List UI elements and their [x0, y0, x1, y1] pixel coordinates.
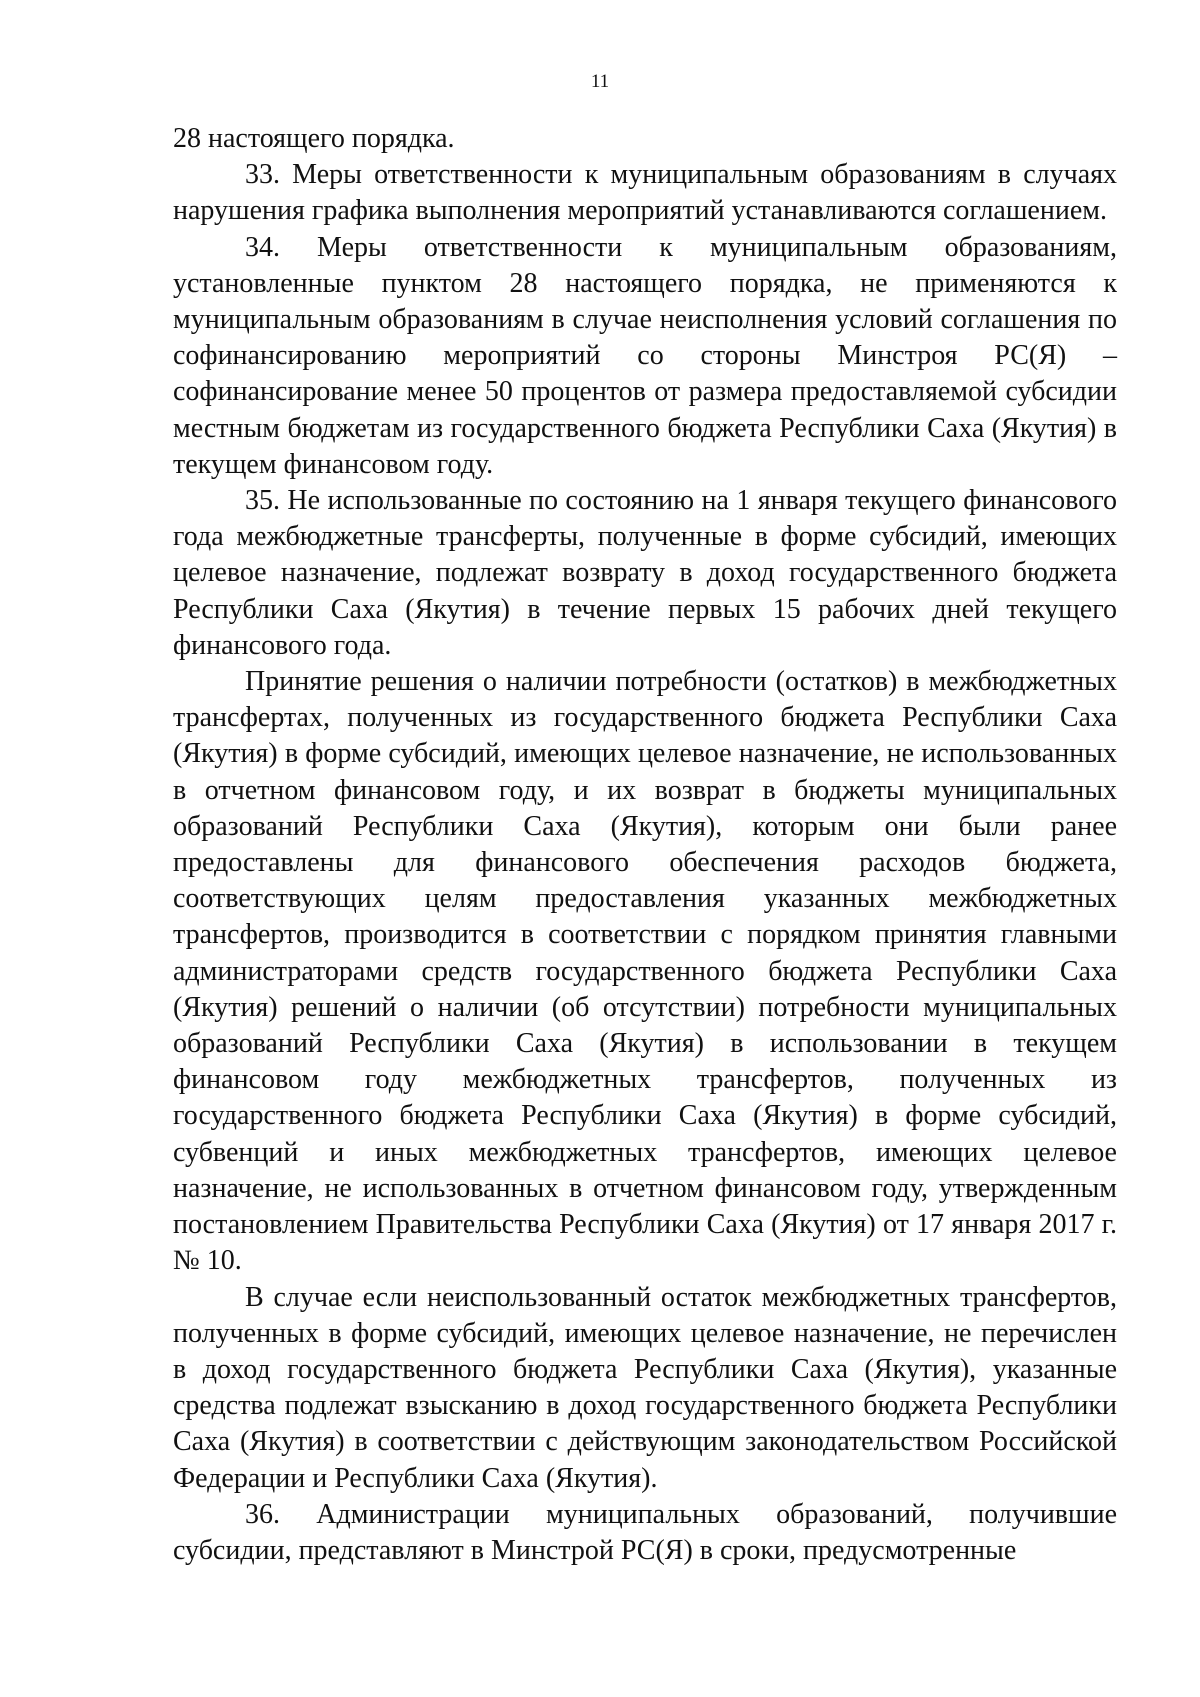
page-number: 11: [590, 71, 610, 92]
paragraph-35: 35. Не использованные по состоянию на 1 января текущего финансового года межбюджетные трансферты, полученные в форме субсидий, имеющих целевое назначение, подлежат возврату в доход государственного бюджета Республики Саха (Якутия) в течение первых 15 рабочих дней текущего финансового года.: [173, 485, 1117, 661]
document-body: [173, 121, 1117, 1569]
paragraph-35-decision: Принятие решения о наличии потребности (остатков) в межбюджетных трансфертах, полученных из государственного бюджета Республики Саха (Якутия) в форме субсидий, имеющих целевое назначение, не использованных в отчетном финансовом году, и их возврат в бюджеты муниципальных образований Республики Саха (Якутия), которым они были ранее предоставлены для финансового обеспечения расходов бюджета, соответствующих целям предоставления указанных межбюджетных трансфертов, производится в соответствии с порядком принятия главными администраторами средств государственного бюджета Республики Саха (Якутия) решений о наличии (об отсутствии) потребности муниципальных образований Республики Саха (Якутия) в использовании в текущем финансовом году межбюджетных трансфертов, полученных из государственного бюджета Республики Саха (Якутия) в форме субсидий, субвенций и иных межбюджетных трансфертов, имеющих целевое назначение, не использованных в отчетном финансовом году, утвержденным постановлением Правительства Республики Саха (Якутия) от 17 января 2017 г. № 10.: [173, 666, 1117, 1277]
paragraph-continuation: 28 настоящего порядка.: [173, 123, 455, 154]
paragraph-34: 34. Меры ответственности к муниципальным образованиям, установленные пунктом 28 настоящего порядка, не применяются к муниципальным образованиям в случае неисполнения условий соглашения по софинансированию мероприятий со стороны Минстроя РС(Я) – софинансирование менее 50 процентов от размера предоставляемой субсидии местным бюджетам из государственного бюджета Республики Саха (Якутия) в текущем финансовом году.: [173, 231, 1117, 480]
paragraph-33: 33. Меры ответственности к муниципальным образованиям в случаях нарушения графика выполнения мероприятий устанавливаются соглашением.: [173, 159, 1117, 227]
paragraph-36: 36. Администрации муниципальных образований, получившие субсидии, представляют в Минстрой РС(Я) в сроки, предусмотренные: [173, 1498, 1117, 1566]
paragraph-35-recovery: В случае если неиспользованный остаток межбюджетных трансфертов, полученных в форме субсидий, имеющих целевое назначение, не перечислен в доход государственного бюджета Республики Саха (Якутия), указанные средства подлежат взысканию в доход государственного бюджета Республики Саха (Якутия) в соответствии с действующим законодательством Российской Федерации и Республики Саха (Якутия).: [173, 1281, 1117, 1494]
